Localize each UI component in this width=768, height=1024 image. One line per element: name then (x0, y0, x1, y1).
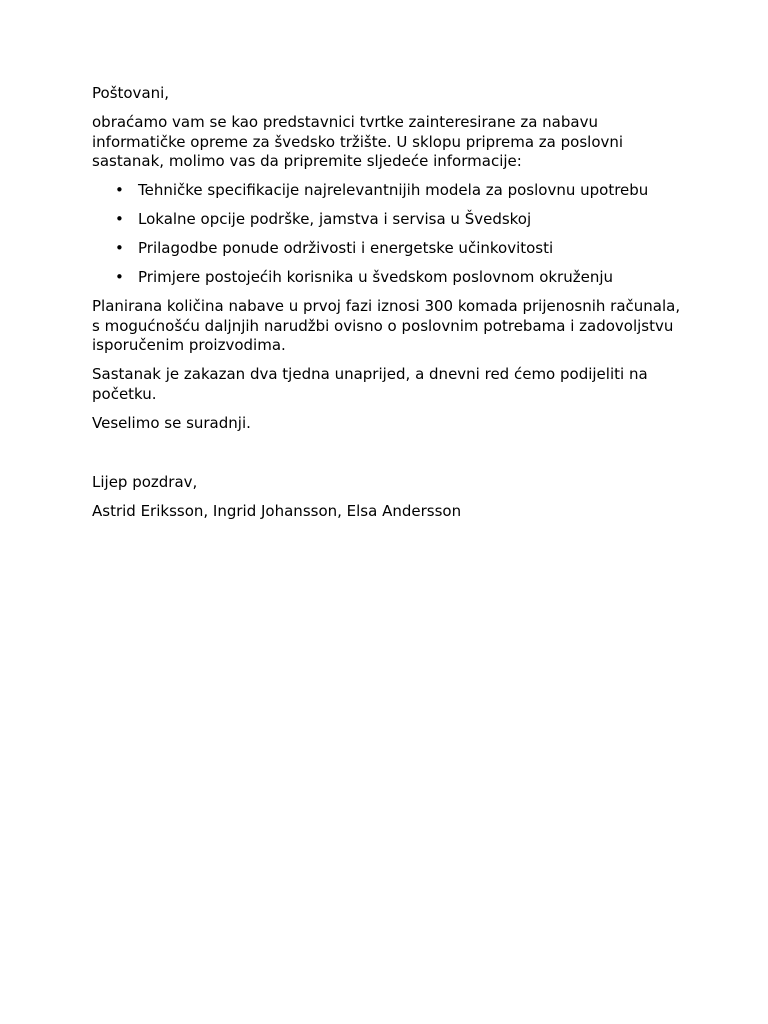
spacer (92, 443, 682, 473)
requested-info-list (92, 181, 682, 288)
list-item: • Primjere postojećih korisnika u švedskom poslovnom okruženju (138, 268, 682, 288)
list-item: • Prilagodbe ponude održivosti i energetske učinkovitosti (138, 239, 682, 259)
letter-body (92, 84, 682, 531)
salutation: Poštovani, (92, 84, 170, 102)
signatories: Astrid Eriksson, Ingrid Johansson, Elsa Andersson (92, 501, 462, 520)
closing-paragraph: Veselimo se suradnji. (92, 413, 251, 432)
sign-off: Lijep pozdrav, (92, 472, 198, 491)
intro-paragraph: obraćamo vam se kao predstavnici tvrtke zainteresirane za nabavu informatičke opreme za švedsko tržište. U sklopu priprema za poslovni sastanak, molimo vas da pripremite sljedeće informacije: (92, 113, 624, 170)
list-item: • Tehničke specifikacije najrelevantnijih modela za poslovnu upotrebu (138, 181, 682, 201)
list-item: • Lokalne opcije podrške, jamstva i servisa u Švedskoj (138, 210, 682, 230)
meeting-paragraph: Sastanak je zakazan dva tjedna unaprijed, a dnevni red ćemo podijeliti na početku. (92, 365, 648, 403)
quantity-paragraph: Planirana količina nabave u prvoj fazi iznosi 300 komada prijenosnih računala, s mogućnošću daljnjih narudžbi ovisno o poslovnim potrebama i zadovoljstvu isporučenim proizvodima. (92, 297, 681, 354)
